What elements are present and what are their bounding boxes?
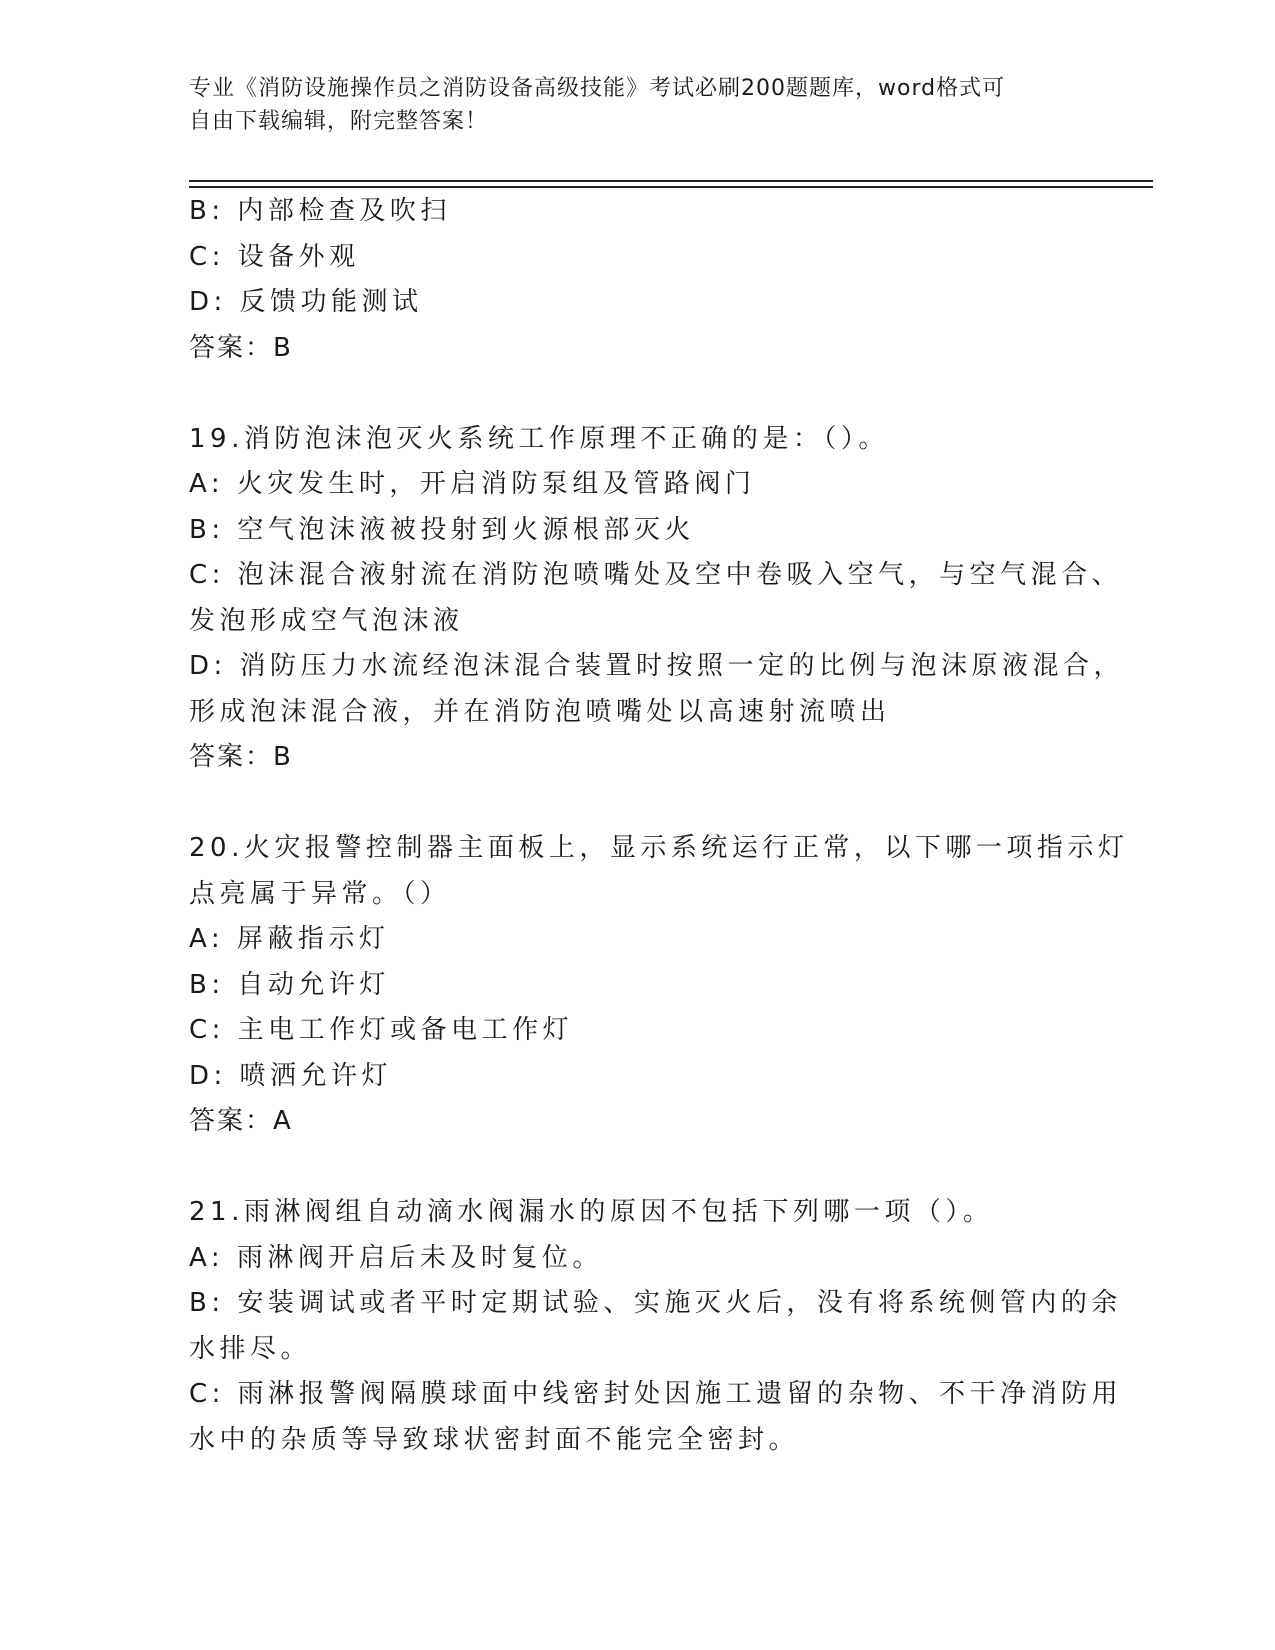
q19-answer: 答案：B (189, 742, 293, 772)
q19-option-c-line-2: 发泡形成空气泡沫液 (189, 605, 464, 636)
q19-option-a: A: 火灾发生时，开启消防泵组及管路阀门 (189, 469, 756, 499)
q20-option-c: C: 主电工作灯或备电工作灯 (189, 1015, 574, 1045)
q18-option-d: D: 反馈功能测试 (189, 287, 423, 317)
q20-option-d: D: 喷洒允许灯 (189, 1060, 393, 1091)
question-18-block (189, 189, 1089, 371)
question-list (189, 189, 1129, 1463)
q20-option-a: A: 屏蔽指示灯 (189, 924, 390, 954)
header-rule-top (189, 180, 1153, 182)
question-19-block (189, 417, 1125, 781)
q19-option-b: B: 空气泡沫液被投射到火源根部灭火 (189, 514, 695, 545)
q18-option-b: B: 内部检查及吹扫 (189, 196, 451, 226)
header-rule-bottom (189, 186, 1153, 188)
q21-stem: 21.雨淋阀组自动滴水阀漏水的原因不包括下列哪一项（）。 (189, 1197, 994, 1227)
spacer (189, 1145, 1089, 1191)
document-header (189, 72, 1089, 138)
q21-option-b-line-2: 水排尽。 (189, 1333, 312, 1364)
spacer (189, 371, 1089, 417)
q19-stem: 19.消防泡沫泡灭火系统工作原理不正确的是：（）。 (189, 423, 889, 454)
q19-option-d-line-2: 形成泡沫混合液，并在消防泡喷嘴处以高速射流喷出 (189, 696, 891, 727)
q20-stem-line-2: 点亮属于异常。（） (189, 878, 451, 909)
header-line-2: 自由下载编辑，附完整答案！ (189, 109, 489, 134)
q21-option-a: A: 雨淋阀开启后未及时复位。 (189, 1242, 603, 1273)
q18-option-c: C: 设备外观 (189, 241, 360, 272)
q20-option-b: B: 自动允许灯 (189, 969, 390, 1000)
q21-option-b-line-1: B: 安装调试或者平时定期试验、实施灭火后，没有将系统侧管内的余 (189, 1288, 1122, 1318)
header-line-1: 专业《消防设施操作员之消防设备高级技能》考试必刷200题题库，word格式可 (189, 76, 1006, 101)
q21-option-c-line-1: C: 雨淋报警阀隔膜球面中线密封处因施工遗留的杂物、不干净消防用 (189, 1379, 1123, 1409)
q19-option-d-line-1: D: 消防压力水流经泡沫混合装置时按照一定的比例与泡沫原液混合， (189, 651, 1125, 681)
spacer (189, 781, 1089, 827)
q19-option-c-line-1: C: 泡沫混合液射流在消防泡喷嘴处及空中卷吸入空气，与空气混合、 (189, 560, 1123, 590)
q21-option-c-line-2: 水中的杂质等导致球状密封面不能完全密封。 (189, 1424, 800, 1455)
q20-stem-line-1: 20.火灾报警控制器主面板上，显示系统运行正常，以下哪一项指示灯 (189, 833, 1129, 863)
question-21-block (189, 1190, 1123, 1463)
q18-answer: 答案：B (189, 332, 293, 363)
question-20-block (189, 826, 1129, 1145)
q20-answer: 答案：A (189, 1106, 293, 1136)
